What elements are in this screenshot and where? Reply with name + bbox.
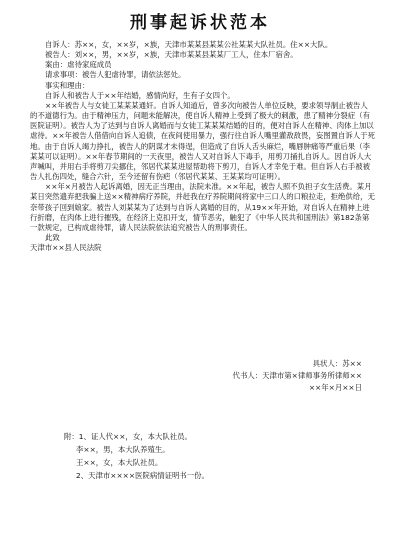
court-addressee: 天津市××县人民法院: [30, 243, 102, 253]
plaintiff-signature: 具状人：苏××: [312, 359, 362, 368]
attachment-item: 附：1、证人代××，女，本大队社员。: [64, 432, 192, 441]
plaintiff-info: 自诉人：苏××，女，××岁，×族，天津市某某县某某公社某某大队社员。住××大队。: [45, 40, 333, 49]
case-cause: 案由：虐待家庭成员: [45, 60, 112, 70]
attachments: [64, 430, 384, 482]
facts-paragraph-2: ××年被告人与女徒工某某某通奸。自诉人知道后，曾多次向被告人单位反映，要求领导制止被告人的不道德行为。由于精神压力，问题未能解决，使自诉人精神上受到了极大的刺激，患了精神分裂症（有医院证明）。被告人为了达到与自诉人离婚而与女徒工某某某结婚的目的，便对自诉人在精神、肉体上加以虐待。××年被告人借借向自诉人追债，在夜间使用暴力，强行往自诉人嘴里灌敌敌畏，妄图置自诉人于死地。由于自诉人竭力挣扎，被告人的阴谋才未得逞，但造成了自诉人舌头麻烂，嘴唇肿痛等严重后果（李某某可以证明）。××年春节期间的一天夜里，被告人又对自诉人下毒手，用剪刀捅扎自诉人。因自诉人大声喊叫，并用右手将剪刀尖挪住，邻居代某某进屋帮助将下剪刀，自诉人才幸免于难。但自诉人右手被被告人扎伤四处，缝合六针，至今还留有伤疤（邻居代某某、王某某均可证明）。: [30, 100, 375, 182]
requested-relief: 请求事项：被告人犯虐待罪，请依法惩处。: [45, 70, 186, 80]
facts-heading: 事实和理由：: [45, 80, 90, 90]
agent-signature: 代书人：天津市第×律师事务所律师××: [232, 371, 362, 380]
attachment-item: 李××，男，本大队养殖生。: [76, 445, 170, 454]
signature-date: ××年×月××日: [308, 383, 362, 392]
signature-block: [142, 358, 362, 394]
defendant-info: 被告人：刘××，男，××岁，×族，天津市某某县某某厂工人，住本厂宿舍。: [45, 50, 298, 60]
document-title: 刑事起诉状范本: [130, 13, 270, 33]
closing-salutation: 此致: [45, 232, 60, 242]
facts-paragraph-1: 自诉人和被告人于××年结婚，感情尚好，生有子女四个。: [45, 90, 235, 100]
attachment-item: 王××，女，本大队社员。: [76, 458, 163, 467]
attachment-item: 2、天津市××××医院病情证明书一份。: [76, 471, 209, 480]
document-body: [30, 40, 375, 253]
facts-paragraph-3: ××年×月被告人起诉离婚，因无正当理由，法院未准。××年起，被告人照不负担子女生活费。某月某日突然遗弃把我骗上送××精神病疗养院，并赶我在疗养院期间将家中三口人的口粮拉走，拒绝供给，无奈带孩子回到娘家。被告人刘某某为了达到与自诉人离婚的目的，从19××年开始，对自诉人在精神上进行折磨，在肉体上进行摧残，在经济上克扣开支，情节恶劣，触犯了《中华人民共和国刑法》第182条第一款规定，已构成虐待罪，请人民法院依法追究被告人的刑事责任。: [30, 182, 375, 232]
